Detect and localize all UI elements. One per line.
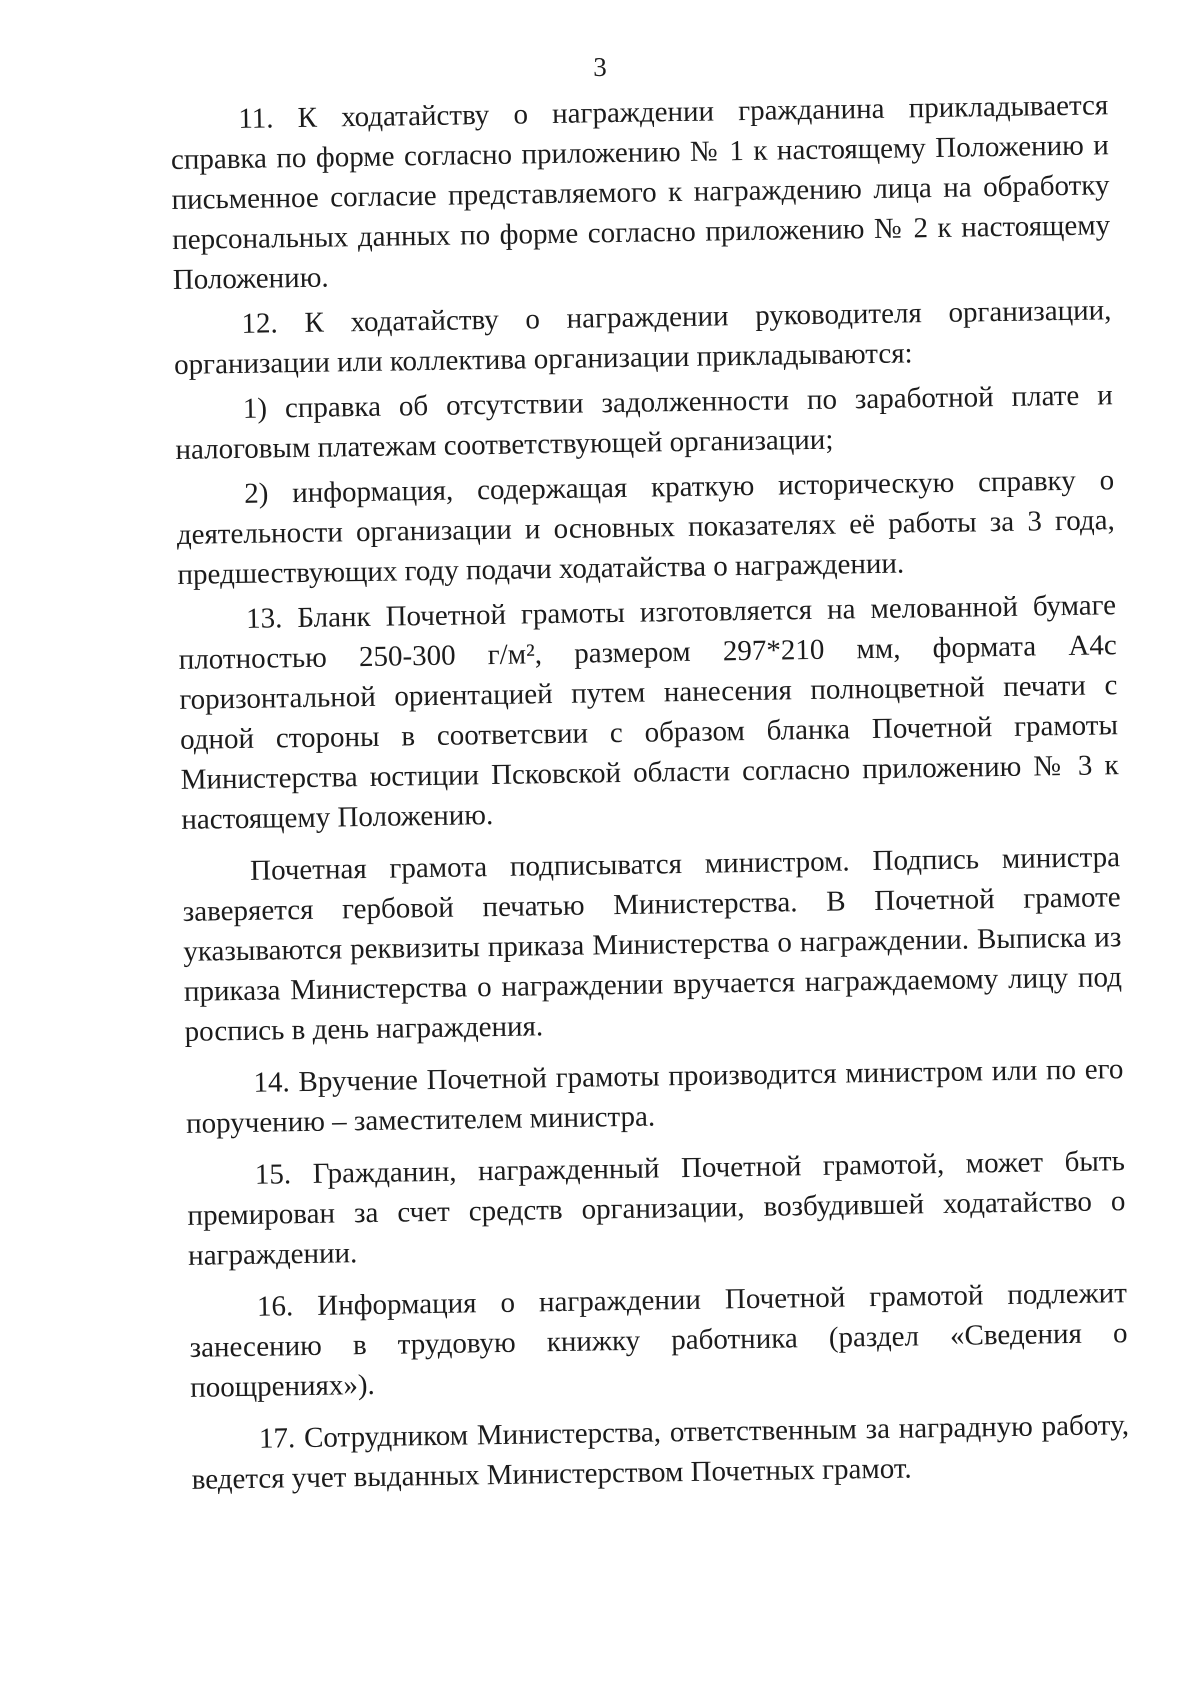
paragraph-14: 14. Вручение Почетной грамоты производится министром или по его поручению – заместителем министра.	[185, 1053, 1124, 1140]
paragraph-12-item-2: 2) информация, содержащая краткую историческую справку о деятельности организации и основных показателях её работы за 3 года, предшествующих году подачи ходатайства о награждении.	[176, 464, 1115, 591]
paragraph-13: 13. Бланк Почетной грамоты изготовляется на мелованной бумаге плотностью 250-300 г/м², размером 297*210 мм, формата А4с горизонтальной ориентацией путем нанесения полноцветной печати с одной стороны в соответсвии с образом бланка Почетной грамоты Министерства юстиции Псковской области согласно приложению № 3 к настоящему Положению.	[178, 589, 1119, 836]
page-number: 3	[593, 52, 607, 82]
paragraph-11: 11. К ходатайству о награждении гражданина прикладывается справка по форме согласно приложению № 1 к настоящему Положению и письменное согласие представляемого к награждению лица на обработку персональных данных по форме согласно приложению № 2 к настоящему Положению.	[170, 89, 1111, 296]
paragraph-12: 12. К ходатайству о награждении руководителя организации, организации или коллектива организации прикладываются:	[173, 294, 1112, 381]
paragraph-12-item-1: 1) справка об отсутствии задолженности по заработной плате и налоговым платежам соответствующей организации;	[175, 379, 1114, 466]
paragraph-16: 16. Информация о награждении Почетной грамотой подлежит занесению в трудовую книжку работника (раздел «Сведения о поощрениях»).	[189, 1277, 1128, 1404]
document-body	[170, 85, 1130, 1505]
paragraph-17: 17. Сотрудником Министерства, ответственным за наградную работу, ведется учет выданных Министерством Почетных грамот.	[191, 1409, 1130, 1496]
paragraph-15: 15. Гражданин, награжденный Почетной грамотой, может быть премирован за счет средств организации, возбудившей ходатайство о награждении.	[187, 1145, 1126, 1272]
paragraph-13-signature: Почетная грамота подписыватся министром. Подпись министра заверяется гербовой печатью Министерства. В Почетной грамоте указываются реквизиты приказа Министерства о награждении. Выписка из приказа Министерства о награждении вручается награждаемому лицу под роспись в день награждения.	[182, 841, 1123, 1048]
